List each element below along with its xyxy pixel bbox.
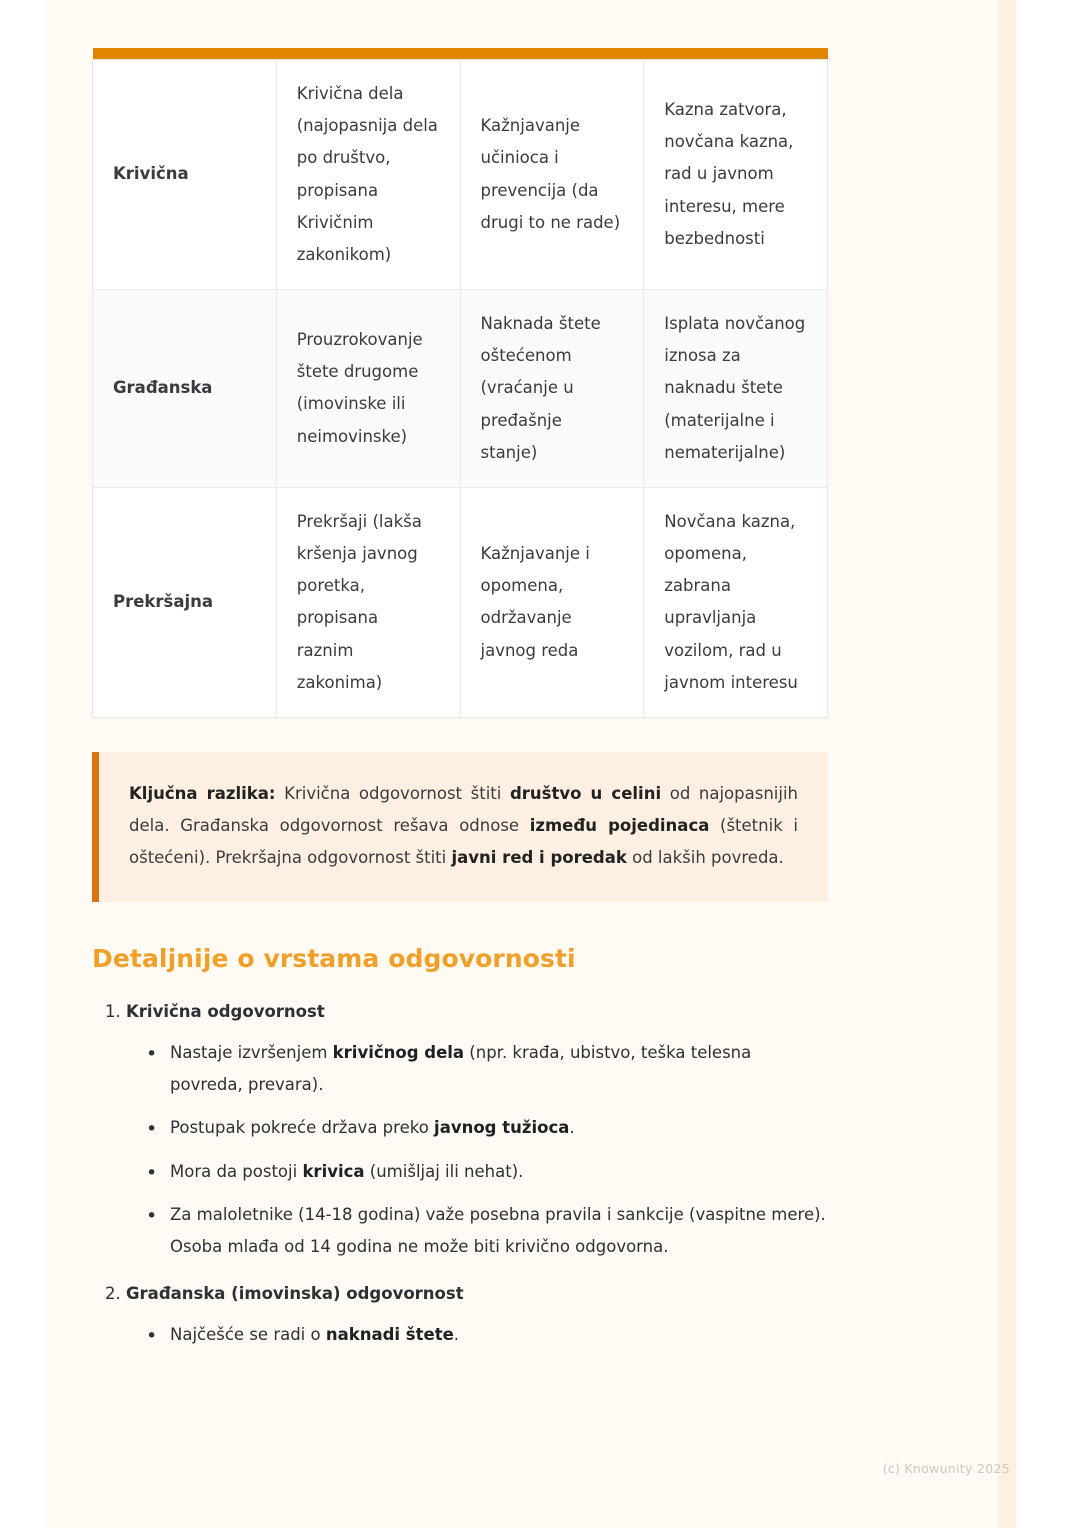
section-title: Detaljnije o vrstama odgovornosti bbox=[92, 944, 576, 974]
row-type: Krivična bbox=[93, 60, 277, 290]
bullet-text-bold: naknadi štete bbox=[325, 1324, 454, 1344]
table-row bbox=[93, 290, 828, 488]
sub-bullet-list bbox=[126, 1319, 828, 1351]
row-type: Prekršajna bbox=[93, 487, 277, 717]
bullet-text-bold: javnog tužioca bbox=[434, 1118, 570, 1138]
row-sanctions: Isplata novčanog iznosa za naknadu štete (materijalne i nematerijalne) bbox=[644, 290, 828, 488]
row-definition: Krivična dela (najopasnija dela po društvo, propisana Krivičnim zakonikom) bbox=[276, 60, 460, 290]
header-bar-cell-4 bbox=[644, 48, 828, 60]
page-content bbox=[92, 0, 828, 1367]
header-bar-cell-1 bbox=[93, 48, 277, 60]
row-sanctions: Novčana kazna, opomena, zabrana upravljanja vozilom, rad u javnom interesu bbox=[644, 487, 828, 717]
table-row bbox=[93, 60, 828, 290]
row-type: Građanska bbox=[93, 290, 277, 488]
callout-text-1: Krivična odgovornost štiti bbox=[275, 783, 510, 803]
list-item-heading: Krivična odgovornost bbox=[126, 1002, 325, 1022]
bullet-text-post: (npr. krađa, ubistvo, teška telesna povreda, prevara). bbox=[170, 1043, 752, 1095]
header-bar-cell-3 bbox=[460, 48, 644, 60]
header-bar-cell-2 bbox=[276, 48, 460, 60]
callout-text-3: (štetnik i oštećeni). Prekršajna odgovornost štiti bbox=[129, 816, 798, 868]
list-item bbox=[142, 1156, 828, 1188]
bullet-text-pre: Postupak pokreće država preko bbox=[170, 1118, 435, 1138]
responsibility-detail-list bbox=[92, 997, 828, 1351]
row-purpose: Kažnjavanje učinioca i prevencija (da drugi to ne rade) bbox=[460, 60, 644, 290]
bullet-text-pre: Najčešće se radi o bbox=[170, 1324, 326, 1344]
page-left-margin bbox=[0, 0, 46, 1528]
bullet-text-post: (umišljaj ili nehat). bbox=[364, 1161, 524, 1181]
page-right-accent bbox=[998, 0, 1016, 1528]
callout-text-4: od lakših povreda. bbox=[626, 848, 784, 868]
list-item bbox=[142, 1319, 828, 1351]
callout-bold-1: društvo u celini bbox=[509, 783, 662, 803]
bullet-text-post: . bbox=[569, 1118, 575, 1138]
row-purpose: Kažnjavanje i opomena, održavanje javnog reda bbox=[460, 487, 644, 717]
list-item bbox=[142, 1112, 828, 1144]
row-definition: Prouzrokovanje štete drugome (imovinske ili neimovinske) bbox=[276, 290, 460, 488]
key-difference-callout bbox=[92, 752, 828, 903]
watermark: (c) Knowunity 2025 bbox=[882, 1461, 1010, 1476]
callout-bold-3: javni red i poredak bbox=[451, 848, 627, 868]
bullet-text-bold: krivica bbox=[302, 1161, 365, 1181]
sub-bullet-list bbox=[126, 1037, 828, 1263]
page-right-margin bbox=[1016, 0, 1080, 1528]
row-definition: Prekršaji (lakša kršenja javnog poretka, propisana raznim zakonima) bbox=[276, 487, 460, 717]
row-sanctions: Kazna zatvora, novčana kazna, rad u javnom interesu, mere bezbednosti bbox=[644, 60, 828, 290]
bullet-text-pre: Mora da postoji bbox=[170, 1161, 303, 1181]
bullet-text-post: . bbox=[453, 1324, 460, 1344]
row-purpose: Naknada štete oštećenom (vraćanje u pređašnje stanje) bbox=[460, 290, 644, 488]
callout-bold-2: između pojedinaca bbox=[529, 816, 710, 836]
responsibility-types-table bbox=[92, 48, 828, 718]
list-item bbox=[126, 1279, 828, 1351]
table-row bbox=[93, 487, 828, 717]
callout-lead: Ključna razlika: bbox=[129, 783, 276, 803]
list-item-heading: Građanska (imovinska) odgovornost bbox=[126, 1284, 464, 1304]
callout-text-2: od najopasnijih dela. Građanska odgovornost rešava odnose bbox=[129, 783, 798, 836]
list-item bbox=[142, 1199, 828, 1263]
bullet-text-pre: Za maloletnike (14-18 godina) važe posebna pravila i sankcije (vaspitne mere). Osoba mlađa od 14 godina ne može biti krivično odgovorna. bbox=[170, 1204, 826, 1256]
list-item bbox=[126, 997, 828, 1263]
table-header-bar bbox=[93, 48, 828, 60]
bullet-text-bold: krivičnog dela bbox=[332, 1043, 465, 1063]
list-item bbox=[142, 1037, 828, 1101]
bullet-text-pre: Nastaje izvršenjem bbox=[170, 1043, 333, 1063]
